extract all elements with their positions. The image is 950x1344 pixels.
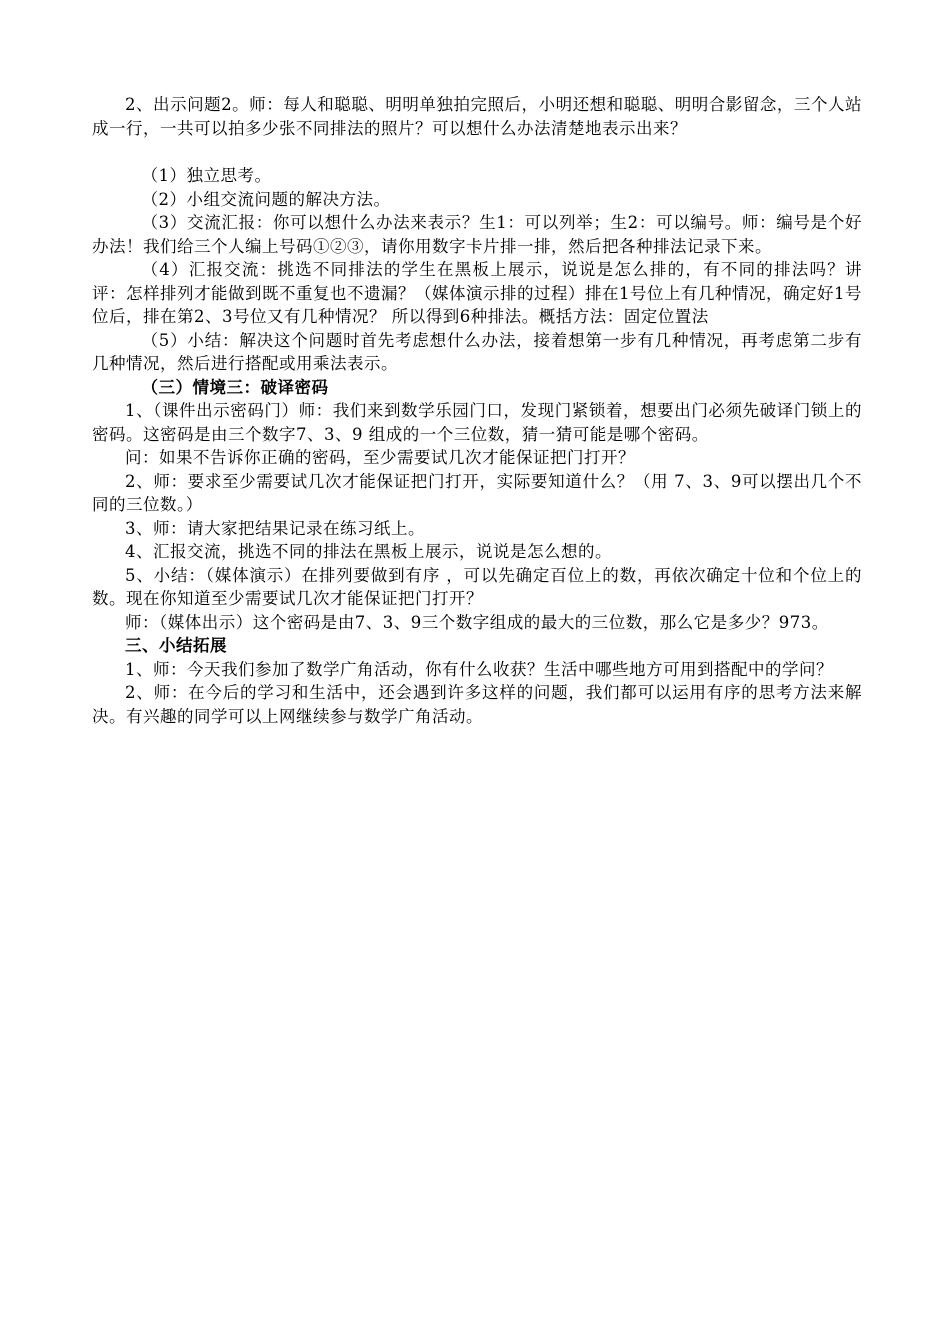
paragraph-step-4: （4）汇报交流：挑选不同排法的学生在黑板上展示，说说是怎么排的，有不同的排法吗？讲评：怎样排列才能做到既不重复也不遗漏？（媒体演示排的过程）排在1号位上有几种情况，确定好1号位后，排在第2、3号位又有几种情况？ 所以得到6种排法。概括方法：固定位置法 <box>92 260 862 326</box>
paragraph-password-1: 1、（课件出示密码门）师：我们来到数学乐园门口，发现门紧锁着，想要出门必须先破译门锁上的密码。这密码是由三个数字7、3、9 组成的一个三位数，猜一猜可能是哪个密码。 <box>92 401 862 444</box>
paragraph-password-5: 5、小结：（媒体演示）在排列要做到有序 ，可以先确定百位上的数，再依次确定十位和个位上的数。现在你知道至少需要试几次才能保证把门打开？ <box>92 565 862 608</box>
paragraph-password-4: 4、汇报交流，挑选不同的排法在黑板上展示，说说是怎么想的。 <box>125 542 612 561</box>
paragraph-problem-2: 2、出示问题2。师：每人和聪聪、明明单独拍完照后，小明还想和聪聪、明明合影留念，三个人站成一行，一共可以拍多少张不同排法的照片？可以想什么办法清楚地表示出来？ <box>92 95 862 138</box>
paragraph-step-5: （5）小结：解决这个问题时首先考虑想什么办法，接着想第一步有几种情况，再考虑第二步有几种情况，然后进行搭配或用乘法表示。 <box>92 330 862 373</box>
paragraph-password-3: 3、师：请大家把结果记录在练习纸上。 <box>125 518 425 538</box>
section-heading-scenario-3: （三）情境三：破译密码 <box>141 377 329 397</box>
paragraph-question: 问：如果不告诉你正确的密码，至少需要试几次才能保证把门打开？ <box>125 448 635 467</box>
paragraph-step-2: （2）小组交流问题的解决方法。 <box>141 189 391 209</box>
spacer <box>92 140 862 164</box>
paragraph-password-2: 2、师：要求至少需要试几次才能保证把门打开，实际要知道什么？（用 7、3、9可以摆出几个不同的三位数。） <box>92 471 862 514</box>
paragraph-step-1: （1）独立思考。 <box>141 166 272 185</box>
paragraph-summary-2: 2、师：在今后的学习和生活中，还会遇到许多这样的问题，我们都可以运用有序的思考方法来解决。有兴趣的同学可以上网继续参与数学广角活动。 <box>92 683 862 726</box>
paragraph-summary-1: 1、师：今天我们参加了数学广角活动，你有什么收获？生活中哪些地方可用到搭配中的学问？ <box>125 659 833 679</box>
paragraph-teacher: 师：（媒体出示）这个密码是由7、3、9三个数字组成的最大的三位数，那么它是多少？973。 <box>125 612 829 632</box>
document-page <box>92 93 862 728</box>
paragraph-step-3: （3）交流汇报：你可以想什么办法来表示？生1：可以列举；生2：可以编号。师：编号是个好办法！我们给三个人编上号码①②③，请你用数字卡片排一排，然后把各种排法记录下来。 <box>92 213 862 256</box>
section-heading-summary: 三、小结拓展 <box>125 636 227 655</box>
